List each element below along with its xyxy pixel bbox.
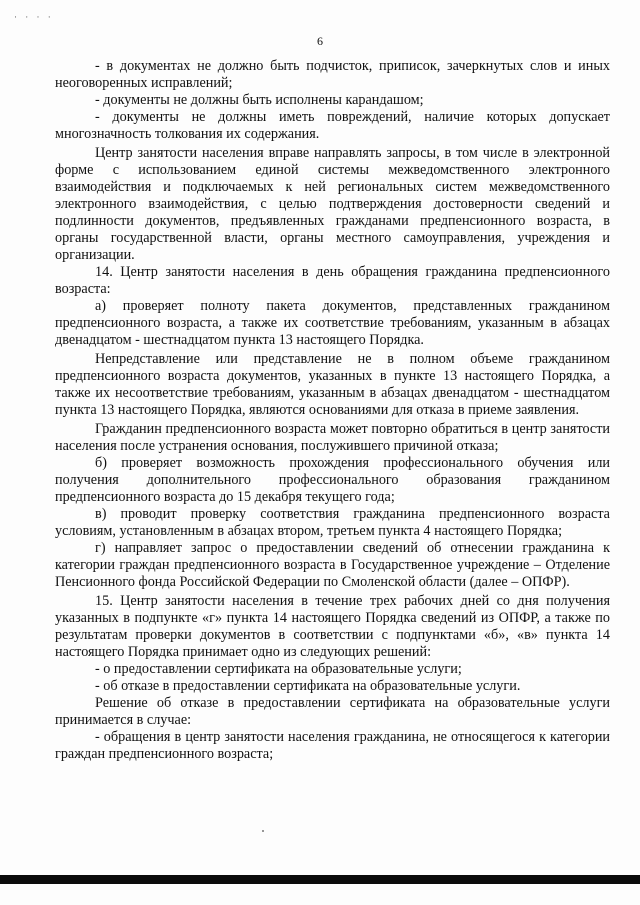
scan-bottom-border [0, 875, 640, 884]
paragraph: - документы не должны иметь повреждений, наличие которых допускает многозначность толкования их содержания. [55, 109, 610, 142]
document-body [55, 58, 610, 763]
paragraph: - об отказе в предоставлении сертификата на образовательные услуги. [95, 678, 521, 694]
paragraph: - в документах не должно быть подчисток, приписок, зачеркнутых слов и иных неоговоренных исправлений; [55, 58, 610, 91]
paragraph: 14. Центр занятости населения в день обращения гражданина предпенсионного возраста: [55, 264, 610, 297]
scan-speck [262, 830, 264, 832]
paragraph: Непредставление или представление не в полном объеме гражданином предпенсионного возраста документов, указанных в пункте 13 настоящего Порядка, а также их несоответствие требованиям, указанным в абзацах двенадцатом - шестнадцатом пункта 13 настоящего Порядка, являются основаниями для отказа в приеме заявления. [55, 351, 610, 418]
paragraph: - обращения в центр занятости населения гражданина, не относящегося к категории граждан предпенсионного возраста; [55, 729, 610, 762]
paragraph: в) проводит проверку соответствия гражданина предпенсионного возраста условиям, установленным в абзацах втором, третьем пункта 4 настоящего Порядка; [55, 506, 610, 539]
paragraph: Решение об отказе в предоставлении сертификата на образовательные услуги принимается в случае: [55, 695, 610, 728]
paragraph: 15. Центр занятости населения в течение трех рабочих дней со дня получения указанных в подпункте «г» пункта 14 настоящего Порядка сведений из ОПФР, а также по результатам проверки документов в соответствии с подпунктами «б», «в» пункта 14 настоящего Порядка принимает одно из следующих решений: [55, 593, 610, 660]
scan-artifact-marks: · · · · [14, 12, 54, 22]
paragraph: Центр занятости населения вправе направлять запросы, в том числе в электронной форме с использованием единой системы межведомственного электронного взаимодействия и подключаемых к ней региональных систем межведомственного электронного взаимодействия, с целью подтверждения достоверности сведений и подлинности документов, предъявленных гражданами предпенсионного возраста, в органы государственной власти, органы местного самоуправления, учреждения и организации. [55, 145, 610, 263]
page-number: 6 [317, 34, 323, 48]
paragraph: Гражданин предпенсионного возраста может повторно обратиться в центр занятости населения после устранения основания, послужившего причиной отказа; [55, 421, 610, 454]
paragraph: - документы не должны быть исполнены карандашом; [95, 92, 424, 108]
paragraph: г) направляет запрос о предоставлении сведений об отнесении гражданина к категории граждан предпенсионного возраста в Государственное учреждение – Отделение Пенсионного фонда Российской Федерации по Смоленской области (далее – ОПФР). [55, 540, 610, 590]
paragraph: а) проверяет полноту пакета документов, представленных гражданином предпенсионного возраста, а также их соответствие требованиям, указанным в абзацах двенадцатом - шестнадцатом пункта 13 настоящего Порядка. [55, 298, 610, 348]
paragraph: - о предоставлении сертификата на образовательные услуги; [95, 661, 462, 677]
paragraph: б) проверяет возможность прохождения профессионального обучения или получения дополнительного профессионального образования гражданином предпенсионного возраста до 15 декабря текущего года; [55, 455, 610, 505]
